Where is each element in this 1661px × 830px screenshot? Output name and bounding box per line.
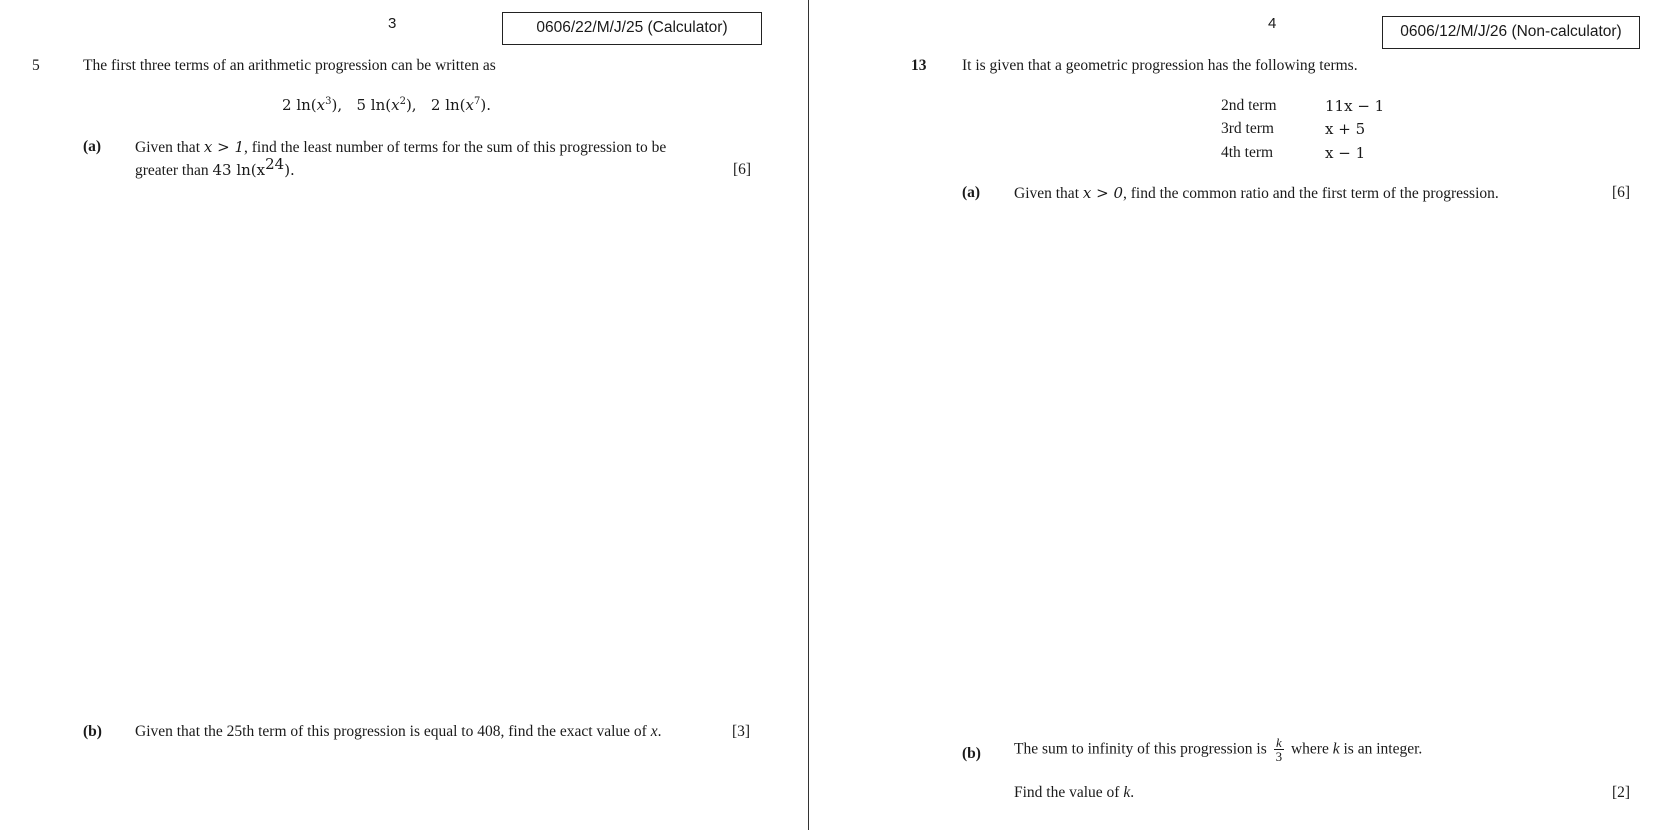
right-question-intro: It is given that a geometric progression has the following terms.: [962, 57, 1358, 74]
left-part-b-text: Given that the 25th term of this progression is equal to 408, find the exact value of x.: [135, 723, 662, 740]
left-question-number: 5: [32, 57, 40, 74]
left-question-intro: The first three terms of an arithmetic progression can be written as: [83, 57, 496, 74]
gp-term-name-3: 3rd term: [1221, 120, 1274, 137]
right-part-b-label: (b): [962, 745, 981, 762]
gp-term-name-4: 4th term: [1221, 144, 1274, 161]
gp-term-expr-4: x − 1: [1325, 144, 1366, 162]
fraction-k-over-3: $\frac{k}{3}$: [1275, 735, 1283, 764]
right-part-b-line1: The sum to infinity of this progression is $\frac{k}{3}$ where k is an integer.: [1014, 735, 1423, 764]
right-part-b-marks: [2]: [1612, 784, 1631, 801]
left-paper-code-box: 0606/22/M/J/25 (Calculator): [502, 12, 762, 45]
right-part-a-text: Given that x > 0, find the common ratio and the first term of the progression.: [1014, 184, 1499, 202]
ap-term-2: 5 $\ln(x^2)$: [356, 96, 412, 114]
gp-term-expr-2: 11x − 1: [1325, 97, 1385, 115]
ap-term-1: 2 $\ln(x^3)$: [282, 96, 338, 114]
page-divider: [808, 0, 809, 830]
left-part-a-line2: greater than 43 $\ln(x^{24})$.: [135, 155, 295, 179]
gp-term-expr-3: x + 5: [1325, 120, 1366, 138]
condition-x-gt-1: x > 1: [203, 138, 244, 156]
left-page-number: 3: [388, 15, 397, 32]
right-paper-code-box: 0606/12/M/J/26 (Non-calculator): [1382, 16, 1640, 49]
gp-term-name-2: 2nd term: [1221, 97, 1277, 114]
right-part-a-marks: [6]: [1612, 184, 1631, 201]
ap-term-3: 2 $\ln(x^7)$: [430, 96, 487, 114]
left-part-b-marks: [3]: [732, 723, 751, 740]
right-part-a-label: (a): [962, 184, 981, 201]
condition-x-gt-0: x > 0: [1082, 184, 1123, 202]
right-part-b-line2: Find the value of k.: [1014, 784, 1135, 801]
left-part-b-label: (b): [83, 723, 102, 740]
left-part-a-line1: Given that x > 1, find the least number of terms for the sum of this progression to be: [135, 138, 667, 156]
left-part-a-label: (a): [83, 138, 102, 155]
right-question-number: 13: [911, 57, 927, 74]
ap-terms: 2 $\ln(x^3)$, 5 $\ln(x^2)$, 2 $\ln(x^7)$.: [282, 96, 492, 114]
right-page-number: 4: [1268, 15, 1277, 32]
left-part-a-marks: [6]: [733, 161, 752, 178]
